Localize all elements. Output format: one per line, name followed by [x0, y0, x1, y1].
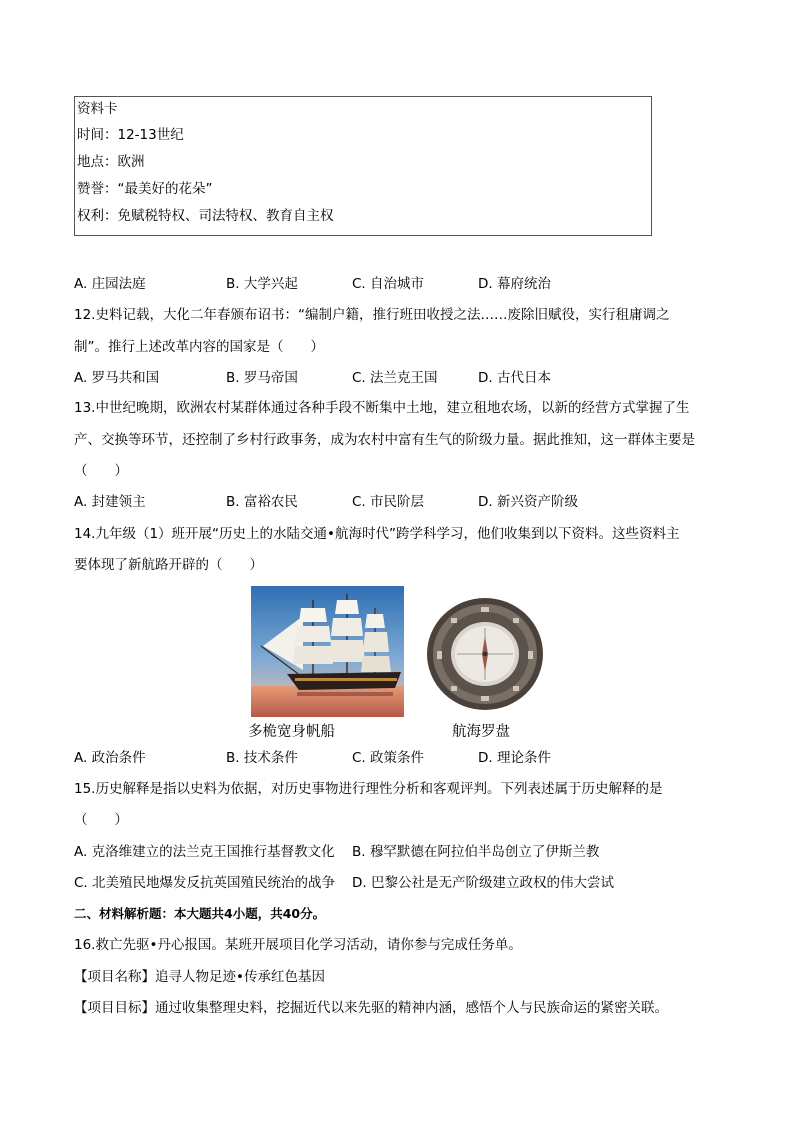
- q15-option-d: D. 巴黎公社是无产阶级建立政权的伟大尝试: [352, 875, 614, 891]
- q12-option-d: D. 古代日本: [478, 370, 551, 386]
- nautical-compass-image: [425, 596, 545, 713]
- q14-stem-line2: 要体现了新航路开辟的（ ）: [74, 557, 263, 573]
- q12-option-a: A. 罗马共和国: [74, 370, 160, 386]
- info-card: [74, 96, 652, 236]
- q15-option-c: C. 北美殖民地爆发反抗英国殖民统治的战争: [74, 875, 336, 891]
- q16-project-goal: 【项目目标】通过收集整理史料，挖掘近代以来先驱的精神内涵，感悟个人与民族命运的紧密关联。: [74, 1000, 668, 1016]
- q14-option-d: D. 理论条件: [478, 750, 551, 766]
- q15-option-b: B. 穆罕默德在阿拉伯半岛创立了伊斯兰教: [352, 844, 600, 860]
- q13-option-a: A. 封建领主: [74, 494, 146, 510]
- caption-compass: 航海罗盘: [452, 724, 510, 740]
- q13-option-d: D. 新兴资产阶级: [478, 494, 578, 510]
- q16-project-name: 【项目名称】追寻人物足迹•传承红色基因: [74, 969, 325, 985]
- q13-stem-line2: 产、交换等环节，还控制了乡村行政事务，成为农村中富有生气的阶级力量。据此推知，这一群体主要是: [74, 432, 695, 448]
- sailing-ship-image: [251, 586, 404, 717]
- q14-option-c: C. 政策条件: [352, 750, 425, 766]
- q12-option-b: B. 罗马帝国: [226, 370, 298, 386]
- q11-option-c: C. 自治城市: [352, 276, 425, 292]
- q13-stem-line1: 13.中世纪晚期，欧洲农村某群体通过各种手段不断集中土地，建立租地农场，以新的经营方式掌握了生: [74, 400, 690, 416]
- q13-option-c: C. 市民阶层: [352, 494, 425, 510]
- q13-stem-line3: （ ）: [74, 463, 128, 479]
- q14-option-a: A. 政治条件: [74, 750, 146, 766]
- q12-option-c: C. 法兰克王国: [352, 370, 438, 386]
- caption-ship: 多桅宽身帆船: [248, 724, 335, 740]
- card-rights: 权利：免赋税特权、司法特权、教育自主权: [77, 208, 334, 224]
- q15-option-a: A. 克洛维建立的法兰克王国推行基督教文化: [74, 844, 335, 860]
- q11-option-b: B. 大学兴起: [226, 276, 298, 292]
- nautical-compass-picture: [425, 596, 545, 713]
- q11-option-d: D. 幕府统治: [478, 276, 551, 292]
- card-praise: 赞誉：“最美好的花朵”: [77, 181, 213, 197]
- q14-stem-line1: 14.九年级（1）班开展“历史上的水陆交通•航海时代”跨学科学习，他们收集到以下资料。这些资料主: [74, 526, 680, 542]
- card-time: 时间：12-13世纪: [77, 127, 184, 143]
- section-heading: 二、材料解析题：本大题共4小题，共40分。: [74, 906, 326, 921]
- sailing-ship-picture: [251, 586, 404, 717]
- card-title: 资料卡: [77, 101, 118, 117]
- q11-option-a: A. 庄园法庭: [74, 276, 146, 292]
- q12-stem-line2: 制”。推行上述改革内容的国家是（ ）: [74, 339, 324, 355]
- q14-option-b: B. 技术条件: [226, 750, 298, 766]
- q16-stem-line1: 16.救亡先驱•丹心报国。某班开展项目化学习活动，请你参与完成任务单。: [74, 937, 522, 953]
- q13-option-b: B. 富裕农民: [226, 494, 298, 510]
- q15-stem-line1: 15.历史解释是指以史料为依据，对历史事物进行理性分析和客观评判。下列表述属于历史解释的是: [74, 781, 663, 797]
- q15-stem-line2: （ ）: [74, 812, 128, 828]
- q12-stem-line1: 12.史料记载，大化二年春颁布诏书：“编制户籍，推行班田收授之法……废除旧赋役，实行租庸调之: [74, 307, 670, 323]
- card-place: 地点：欧洲: [77, 154, 145, 170]
